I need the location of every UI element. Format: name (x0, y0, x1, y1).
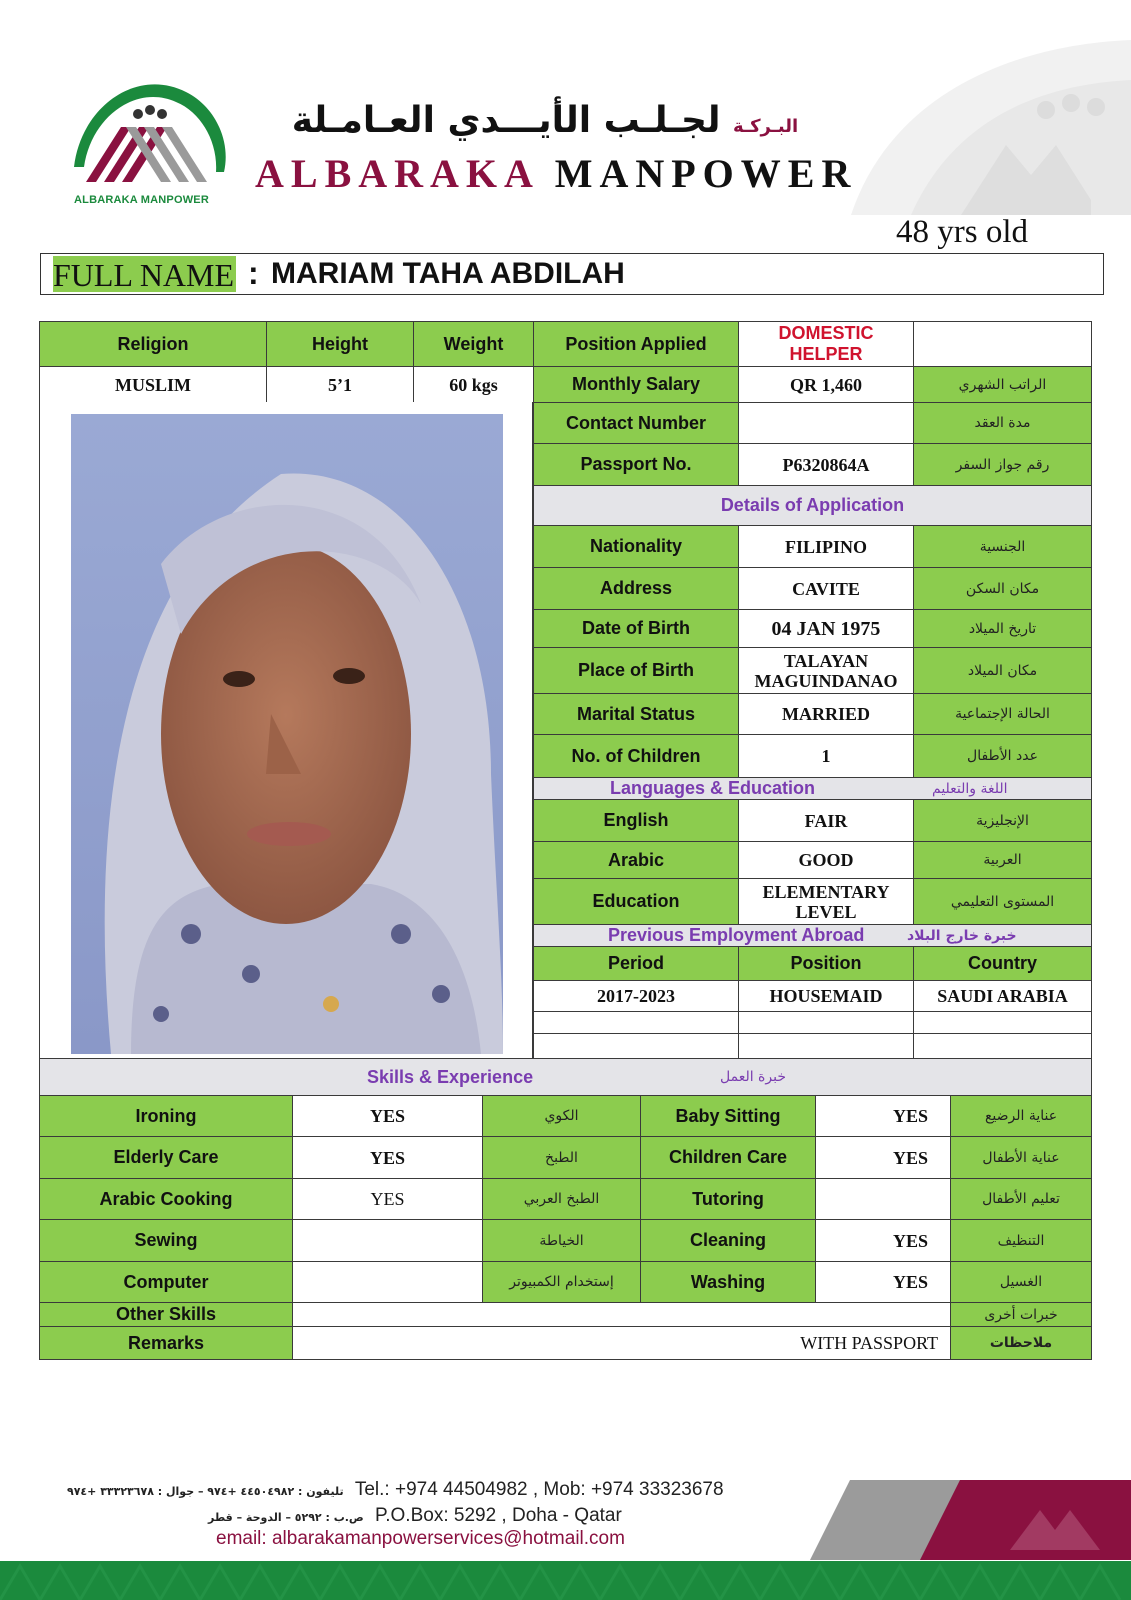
address-value: CAVITE (738, 567, 914, 610)
skill-label: Elderly Care (39, 1136, 293, 1179)
languages-section-title: Languages & Education اللغة والتعليم (533, 777, 1092, 800)
position-header: Position Applied (533, 321, 739, 367)
skill-label: Cleaning (640, 1219, 816, 1262)
skill-label: Washing (640, 1261, 816, 1303)
employment-section-title: Previous Employment Abroad خبرة خارج البلاد (533, 924, 1092, 947)
nationality-label: Nationality (533, 525, 739, 568)
skill-arabic: الطبخ (482, 1136, 641, 1179)
skill-arabic: تعليم الأطفال (950, 1178, 1092, 1220)
skill-value: YES (815, 1219, 951, 1262)
emp-position-header: Position (738, 946, 914, 981)
address-arabic: مكان السكن (913, 567, 1092, 610)
skill-value: YES (292, 1136, 483, 1179)
education-arabic: المستوى التعليمي (913, 878, 1092, 925)
monthly-salary-arabic: الراتب الشهري (913, 366, 1092, 403)
skills-section-title: Skills & Experience خبرة العمل (39, 1058, 1092, 1096)
skill-value: YES (292, 1178, 483, 1220)
children-value: 1 (738, 734, 914, 778)
emp-period-value (533, 1033, 739, 1059)
emp-period-value: 2017-2023 (533, 980, 739, 1012)
other-skills-label: Other Skills (39, 1302, 293, 1327)
weight-value: 60 kgs (413, 366, 534, 403)
full-name-box (40, 253, 1104, 295)
dob-arabic: تاريخ الميلاد (913, 609, 1092, 648)
company-logo (66, 72, 236, 212)
skill-label: Computer (39, 1261, 293, 1303)
skill-value (815, 1178, 951, 1220)
education-label: Education (533, 878, 739, 925)
full-name-colon: : (248, 255, 259, 291)
skill-label: Baby Sitting (640, 1095, 816, 1137)
nationality-value: FILIPINO (738, 525, 914, 568)
arabic-value: GOOD (738, 841, 914, 879)
skill-value (292, 1219, 483, 1262)
height-header: Height (266, 321, 414, 367)
skill-arabic: الغسيل (950, 1261, 1092, 1303)
skill-value: YES (815, 1261, 951, 1303)
country-header: Country (913, 946, 1092, 981)
brand-name-arabic: البـركـة لجـلـب الأيـــدي العـامـلة (291, 100, 799, 141)
marital-status-value: MARRIED (738, 693, 914, 735)
skill-arabic: إستخدام الكمبيوتر (482, 1261, 641, 1303)
dob-value: 04 JAN 1975 (738, 609, 914, 648)
footer-address-line: ص.ب : ٥٢٩٢ – الدوحة – قطر P.O.Box: 5292 , Doha - Qatar (208, 1505, 622, 1526)
skill-label: Sewing (39, 1219, 293, 1262)
remarks-label: Remarks (39, 1326, 293, 1360)
pob-arabic: مكان الميلاد (913, 647, 1092, 694)
skill-value: YES (815, 1136, 951, 1179)
footer-green-band (0, 1561, 1131, 1600)
skill-value: YES (815, 1095, 951, 1137)
full-name-value: MARIAM TAHA ABDILAH (271, 257, 625, 290)
skill-value: YES (292, 1095, 483, 1137)
english-arabic: الإنجليزية (913, 799, 1092, 842)
pob-label: Place of Birth (533, 647, 739, 694)
passport-value: P6320864A (738, 443, 914, 486)
children-label: No. of Children (533, 734, 739, 778)
address-label: Address (533, 567, 739, 610)
children-arabic: عدد الأطفال (913, 734, 1092, 778)
skill-arabic: الكوي (482, 1095, 641, 1137)
contact-number-arabic: مدة العقد (913, 402, 1092, 444)
emp-country-value (913, 1011, 1092, 1034)
monthly-salary-value: QR 1,460 (738, 366, 914, 403)
emp-position-value (738, 1033, 914, 1059)
marital-status-label: Marital Status (533, 693, 739, 735)
other-skills-value (292, 1302, 951, 1327)
emp-position-value: HOUSEMAID (738, 980, 914, 1012)
contact-number-label: Contact Number (533, 402, 739, 444)
emp-country-value (913, 1033, 1092, 1059)
skill-value (292, 1261, 483, 1303)
full-name-label: FULL NAME (53, 257, 235, 293)
education-value: ELEMENTARY LEVEL (738, 878, 914, 925)
english-value: FAIR (738, 799, 914, 842)
skill-arabic: عناية الرضيع (950, 1095, 1092, 1137)
emp-period-value (533, 1011, 739, 1034)
skill-label: Ironing (39, 1095, 293, 1137)
other-skills-arabic: خبرات أخرى (950, 1302, 1092, 1327)
nationality-arabic: الجنسية (913, 525, 1092, 568)
marital-status-arabic: الحالة الإجتماعية (913, 693, 1092, 735)
watermark-graphic (831, 35, 1131, 215)
skill-label: Arabic Cooking (39, 1178, 293, 1220)
applicant-photo (71, 414, 503, 1054)
position-value: DOMESTIC HELPER (738, 321, 914, 367)
dob-label: Date of Birth (533, 609, 739, 648)
monthly-salary-label: Monthly Salary (533, 366, 739, 403)
remarks-arabic: ملاحظات (950, 1326, 1092, 1360)
emp-country-value: SAUDI ARABIA (913, 980, 1092, 1012)
skill-arabic: التنظيف (950, 1219, 1092, 1262)
skill-arabic: عناية الأطفال (950, 1136, 1092, 1179)
logo-caption: ALBARAKA MANPOWER (74, 194, 209, 206)
skill-arabic: الطبخ العربي (482, 1178, 641, 1220)
religion-value: MUSLIM (39, 366, 267, 403)
skill-label: Tutoring (640, 1178, 816, 1220)
details-section-title: Details of Application (533, 485, 1092, 526)
position-blank-cell (913, 321, 1092, 367)
age-label: 48 yrs old (896, 214, 1028, 250)
footer (0, 1475, 1131, 1600)
remarks-value: WITH PASSPORT (292, 1326, 951, 1360)
contact-number-value (738, 402, 914, 444)
weight-header: Weight (413, 321, 534, 367)
passport-label: Passport No. (533, 443, 739, 486)
skill-label: Children Care (640, 1136, 816, 1179)
arabic-label: Arabic (533, 841, 739, 879)
footer-decoration (810, 1480, 1131, 1560)
skill-arabic: الخياطة (482, 1219, 641, 1262)
religion-header: Religion (39, 321, 267, 367)
footer-phone-line: تليفون : ٤٤٥٠٤٩٨٢ +٩٧٤ – جوال : ٣٣٣٢٣٦٧٨ +٩٧٤ Tel.: +974 44504982 , Mob: +974 33323678 (67, 1479, 724, 1500)
period-header: Period (533, 946, 739, 981)
height-value: 5’1 (266, 366, 414, 403)
emp-position-value (738, 1011, 914, 1034)
pob-value: TALAYAN MAGUINDANAO (738, 647, 914, 694)
photo-frame (39, 402, 533, 1058)
passport-arabic: رقم جواز السفر (913, 443, 1092, 486)
brand-name-english: ALBARAKA MANPOWER (255, 151, 858, 196)
english-label: English (533, 799, 739, 842)
footer-email: email: albarakamanpowerservices@hotmail.com (216, 1528, 625, 1549)
arabic-arabic: العربية (913, 841, 1092, 879)
